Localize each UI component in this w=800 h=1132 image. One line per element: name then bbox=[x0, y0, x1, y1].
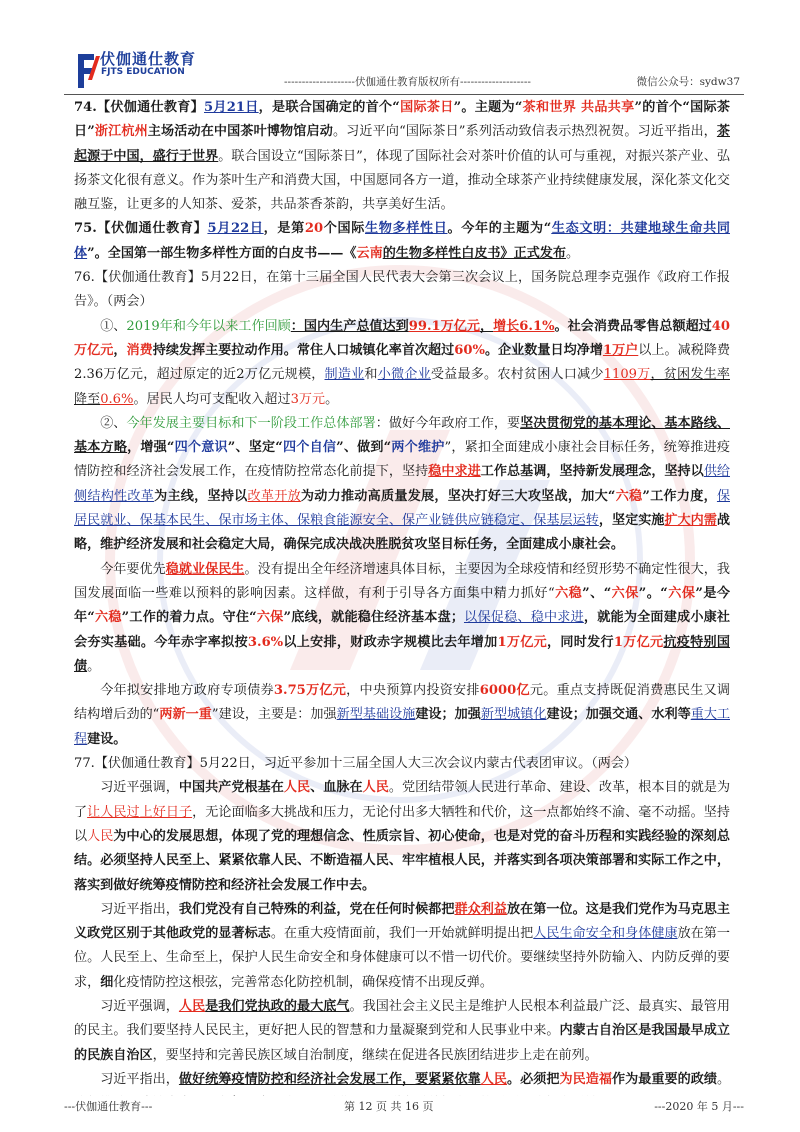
text-run: 习近平指出， bbox=[100, 901, 179, 917]
text-run: 主场活动在中国茶叶博物馆启动 bbox=[147, 124, 333, 140]
text-run: ”、做到“ bbox=[336, 440, 392, 456]
footer-page-number: 第 12 页 共 16 页 bbox=[344, 1100, 434, 1113]
paragraph bbox=[74, 776, 730, 897]
text-run: 5月21日 bbox=[204, 100, 259, 115]
text-run: 两个维护 bbox=[391, 440, 445, 456]
text-run: 建设；加强交通、水利等 bbox=[546, 707, 691, 723]
text-run: 六稳 bbox=[554, 585, 583, 601]
header-wechat: 微信公众号：sydw37 bbox=[636, 76, 740, 88]
text-run: ”，紧扣全面建成小康社会目标任务，统筹推进疫情防控和经济社会发展工作，在疫情防控常态化前提下，坚持 bbox=[74, 440, 730, 480]
text-run: 战略，维护经济发展和社会稳定大局，确保完成决战决胜脱贫攻坚目标任务，全面建成小康社会。 bbox=[74, 513, 730, 553]
text-run: 人民 bbox=[87, 828, 114, 844]
text-run: 人民 bbox=[178, 998, 206, 1014]
text-run: 。我国社会主义民主是维护人民根本利益最广泛、最真实、最管用的民主。我们要坚持人民民主，更好把人民的智慧和力量凝聚到党和人民事业中来。 bbox=[74, 998, 730, 1039]
text-run: 习近平强调， bbox=[100, 780, 179, 796]
text-run: 云南 bbox=[356, 245, 383, 261]
text-run: ：国内生产总值达到 bbox=[290, 318, 409, 334]
text-run: ，中央预算内投资安排 bbox=[346, 683, 480, 699]
text-run: 细 bbox=[100, 974, 114, 990]
paragraph bbox=[74, 995, 730, 1068]
text-run: 。企业数量日均净增 bbox=[484, 342, 603, 358]
text-run: ，同时发行 bbox=[546, 634, 614, 650]
text-run: 。居民人均可支配收入超过 bbox=[133, 391, 291, 407]
text-run: ①、 bbox=[100, 318, 127, 334]
text-run: 四个自信 bbox=[282, 440, 337, 456]
text-run: ”工作力度， bbox=[642, 488, 717, 504]
text-run: 0.6% bbox=[100, 391, 134, 407]
paragraph bbox=[74, 266, 730, 315]
paragraph bbox=[74, 217, 730, 266]
paragraph bbox=[74, 558, 730, 679]
text-run: 。党团结带领人民进行革命、建设、改革，根本目的就是为了 bbox=[74, 780, 730, 820]
footer-brand: ---伏伽通仕教育--- bbox=[64, 1100, 153, 1113]
text-run: 改革开放 bbox=[247, 488, 301, 504]
text-run: 人民 bbox=[283, 780, 311, 796]
text-run: ， bbox=[113, 342, 127, 358]
text-run: 人民 bbox=[362, 780, 389, 796]
text-run: 。 bbox=[566, 245, 580, 261]
text-run: 群众利益 bbox=[454, 901, 507, 917]
text-run: 习近平强调， bbox=[100, 998, 179, 1014]
text-run: 。必须把 bbox=[506, 1071, 560, 1087]
text-run: 。联合国设立“国际茶日”，体现了国际社会对茶叶价值的认可与重视，对振兴茶产业、弘扬茶文化很有意义。作为茶叶生产和消费大国，中国愿同各方一道，推动全球茶产业持续健康发展，深化茶文化交融互鉴，让更多的人知茶、爱茶，共品茶香茶韵，共享美好生活。 bbox=[74, 148, 730, 213]
text-run: 稳就业保民生 bbox=[165, 561, 245, 577]
text-run: 以保促稳、稳中求进 bbox=[463, 610, 584, 626]
text-run: 为中心的发展思想，体现了党的理想信念、性质宗旨、初心使命，也是对党的奋斗历程和实践经验的深刻总结。必须坚持人民至上、紧紧依靠人民、不断造福人民、牢牢植根人民，并落实到各项决策部署和实际工作之中，落实到做好统筹疫情防控和经济社会发展工作中去。 bbox=[74, 828, 730, 893]
text-run: 新型基础设施 bbox=[336, 707, 416, 723]
text-run: 、血脉在 bbox=[310, 780, 363, 796]
text-run: 1万户 bbox=[602, 342, 639, 358]
text-run: 5月22日 bbox=[207, 221, 264, 237]
text-run: 99.1万亿元 bbox=[408, 318, 480, 334]
text-run: 。 bbox=[325, 391, 339, 407]
paragraph bbox=[74, 315, 730, 412]
text-run: 建设。 bbox=[87, 731, 127, 747]
text-run: ，坚定实施 bbox=[598, 513, 665, 529]
text-run: 做好统筹疫情防控和经济社会发展工作，要紧紧依靠 bbox=[178, 1071, 481, 1087]
article-body bbox=[74, 96, 730, 1096]
text-run: 今年要优先 bbox=[100, 561, 166, 577]
text-run: 今年拟安排地方政府专项债券 bbox=[100, 683, 274, 699]
text-run: 六保 bbox=[667, 585, 696, 601]
text-run: 40万亿元 bbox=[74, 318, 730, 358]
text-run: 持续发挥主要拉动作用。常住人口城镇化率首次超过 bbox=[152, 342, 455, 358]
page-footer bbox=[64, 1098, 744, 1118]
text-run: ， bbox=[479, 318, 494, 334]
text-run: 和 bbox=[364, 367, 378, 383]
text-run: 坚决贯彻党的基本理论、基本路线、基本方略 bbox=[74, 415, 730, 456]
text-run: ，就能为全面建成小康社会夯实基础。今年赤字率拟按 bbox=[74, 610, 730, 650]
brand-name-cn: 伏伽通仕教育 bbox=[100, 50, 197, 68]
text-run: ”、“ bbox=[582, 585, 612, 601]
text-run: 增长6.1% bbox=[493, 318, 555, 334]
text-run: ，要坚持和完善民族区域自治制度，继续在促进各民族团结进步上走在前列。 bbox=[152, 1047, 598, 1063]
text-run: 四个意识 bbox=[174, 440, 228, 456]
header-copyright: --------------------伏伽通仕教育版权所有-------------------- bbox=[284, 76, 531, 88]
text-run: 1万亿元 bbox=[497, 634, 547, 650]
text-run: ，无论面临多大挑战和压力，无论付出多大牺牲和代价，这一点都始终不渝、毫不动摇。坚持以 bbox=[74, 804, 730, 844]
text-run: 六保 bbox=[611, 585, 639, 601]
paragraph bbox=[74, 752, 730, 776]
text-run: 消费 bbox=[126, 342, 153, 358]
text-run: 受益最多。农村贫困人口减少 bbox=[430, 367, 604, 383]
text-run: 为动力推动高质量发展，坚决打好三大攻坚战，加大“ bbox=[300, 488, 616, 504]
text-run: 让人民过上好日子 bbox=[87, 804, 193, 820]
text-run: 稳中求进 bbox=[428, 464, 481, 480]
text-run: ”、坚定“ bbox=[227, 440, 283, 456]
text-run: 工作总基调，坚持新发展理念，坚持以 bbox=[480, 464, 704, 480]
text-run: ，增强“ bbox=[127, 440, 175, 456]
text-run: ，是联合国确定的首个“ bbox=[258, 100, 400, 115]
text-run: 。在重大疫情面前，我们一开始就鲜明提出把 bbox=[270, 926, 534, 942]
text-run: 小微企业 bbox=[377, 367, 431, 383]
text-run: 元。重点支持既促消费惠民生又调结构增后劲的“ bbox=[74, 683, 730, 723]
page-header bbox=[64, 44, 744, 95]
text-run: 中国共产党根基在 bbox=[178, 780, 284, 796]
paragraph bbox=[74, 96, 730, 217]
text-run: 浙江杭州 bbox=[94, 124, 148, 140]
paragraph bbox=[74, 679, 730, 752]
text-run: 抗疫特别国债 bbox=[74, 634, 730, 674]
text-run: 76.【伏伽通仕教育】5月22日，在第十三届全国人民代表大会第三次会议上，国务院总理李克强作《政府工作报告》。（两会） bbox=[74, 270, 730, 310]
text-run: 茶和世界 共品共享 bbox=[522, 100, 635, 115]
text-run: 新型城镇化 bbox=[480, 707, 547, 723]
text-run: 六稳 bbox=[94, 610, 122, 626]
text-run: ”工作的着力点。守住“ bbox=[121, 610, 257, 626]
paragraph bbox=[74, 412, 730, 558]
text-run: 六稳 bbox=[615, 488, 643, 504]
text-run: 两新一重 bbox=[159, 707, 212, 723]
text-run: 内蒙古自治区是我国最早成立的民族自治区 bbox=[74, 1023, 730, 1063]
text-run: 我们党没有自己特殊的利益，党在任何时候都把 bbox=[178, 901, 455, 917]
text-run: 。没有提出全年经济增速具体目标，主要因为全球疫情和经贸形势不确定性很大，我国发展面临一些难以预料的影响因素。这样做，有利于引导各方面集中精力抓好“ bbox=[74, 561, 730, 601]
text-run: ，是第 bbox=[263, 221, 305, 237]
text-run: 今年发展主要目标和下一阶段工作总体部署 bbox=[126, 415, 376, 431]
paragraph bbox=[74, 1068, 730, 1096]
text-run: 个国际 bbox=[323, 221, 365, 237]
text-run: 20 bbox=[304, 221, 324, 237]
text-run: 1万亿元 bbox=[613, 634, 664, 650]
text-run: 。习近平向“国际茶日”系列活动致信表示热烈祝贺。习近平指出， bbox=[332, 124, 717, 140]
text-run: 保居民就业、保基本民生、保市场主体、保粮食能源安全、保产业链供应链稳定、保基层运转 bbox=[74, 488, 730, 529]
text-run: 人民生命安全和身体健康 bbox=[533, 926, 678, 942]
text-run: 77.【伏伽通仕教育】5月22日，习近平参加十三届全国人大三次会议内蒙古代表团审议。（两会） bbox=[74, 756, 638, 772]
text-run: ：做好今年政府工作，要 bbox=[375, 415, 521, 431]
text-run: ”。“ bbox=[638, 585, 668, 601]
text-run: 重大工程 bbox=[74, 707, 730, 747]
text-run: 3万元 bbox=[290, 391, 326, 407]
text-run: ”。主题为“ bbox=[453, 100, 523, 115]
text-run: 作为最重要的政绩 bbox=[611, 1071, 717, 1087]
text-run: 扩大内需 bbox=[664, 513, 717, 529]
text-run: 。 bbox=[716, 1071, 730, 1087]
text-run: 生物多样性日 bbox=[364, 221, 448, 237]
text-run: 是我们党执政的最大底气 bbox=[205, 998, 350, 1014]
text-run: ②、 bbox=[100, 415, 127, 431]
text-run: 六保 bbox=[256, 610, 284, 626]
text-run: 生态文明：共建地球生命共同体 bbox=[74, 221, 730, 261]
text-run: 习近平指出， bbox=[100, 1071, 179, 1087]
paragraph bbox=[74, 898, 730, 995]
text-run: 放在第一位。这是我们党作为马克思主义政党区别于其他政党的显著标志 bbox=[74, 901, 730, 942]
text-run: 供给侧结构性改革 bbox=[74, 464, 730, 504]
text-run: ”建设，主要是：加强 bbox=[211, 707, 337, 723]
text-run: 。社会消费品零售总额超过 bbox=[554, 318, 712, 334]
text-run: 2019年和今年以来工作回顾 bbox=[126, 318, 291, 334]
text-run: 60% bbox=[454, 342, 485, 358]
text-run: 。今年的主题为“ bbox=[447, 221, 552, 237]
text-run: 75.【伏伽通仕教育】 bbox=[74, 221, 208, 237]
text-run: 的生物多样性白皮书》正式发布 bbox=[382, 245, 566, 261]
text-run: 6000亿 bbox=[479, 683, 530, 699]
text-run: 3.75万亿元 bbox=[273, 683, 347, 699]
text-run: 为民造福 bbox=[559, 1071, 612, 1087]
text-run: 国际茶日 bbox=[399, 100, 454, 115]
brand-logo bbox=[74, 48, 214, 92]
text-run: ”是今年“ bbox=[74, 585, 730, 626]
text-run: 制造业 bbox=[324, 367, 365, 383]
text-run: 1109万 bbox=[603, 367, 651, 383]
text-run: ，贫困发生率降至 bbox=[74, 367, 730, 407]
text-run: 建设；加强 bbox=[415, 707, 481, 723]
text-run: ”。全国第一部生物多样性方面的白皮书——《 bbox=[87, 245, 357, 261]
text-run: 以上。减税降费2.36万亿元，超过原定的近2万亿元规模， bbox=[74, 342, 730, 383]
brand-name-en: FJTS EDUCATION bbox=[101, 67, 185, 77]
text-run: 茶起源于中国，盛行于世界 bbox=[74, 124, 730, 164]
text-run: 。 bbox=[87, 658, 101, 674]
footer-date: ---2020 年 5 月--- bbox=[654, 1100, 744, 1113]
text-run: 放在第一位。人民至上、生命至上，保护人民生命安全和身体健康可以不惜一切代价。要继续坚持外防输入、内防反弹的要求， bbox=[74, 926, 730, 990]
text-run: 为主线，坚持以 bbox=[154, 488, 248, 504]
text-run: 3.6% bbox=[247, 634, 284, 650]
text-run: 以上安排，财政赤字规模比去年增加 bbox=[283, 634, 498, 650]
text-run: ”底线，就能稳住经济基本盘； bbox=[283, 610, 464, 626]
brand-logo-icon bbox=[74, 50, 100, 90]
text-run: 人民 bbox=[480, 1071, 507, 1087]
text-run: 化疫情防控这根弦，完善常态化防控机制，确保疫情不出现反弹。 bbox=[113, 974, 493, 990]
text-run: 74.【伏伽通仕教育】 bbox=[74, 100, 204, 115]
text-run: ”的首个“国际茶日” bbox=[74, 100, 730, 140]
